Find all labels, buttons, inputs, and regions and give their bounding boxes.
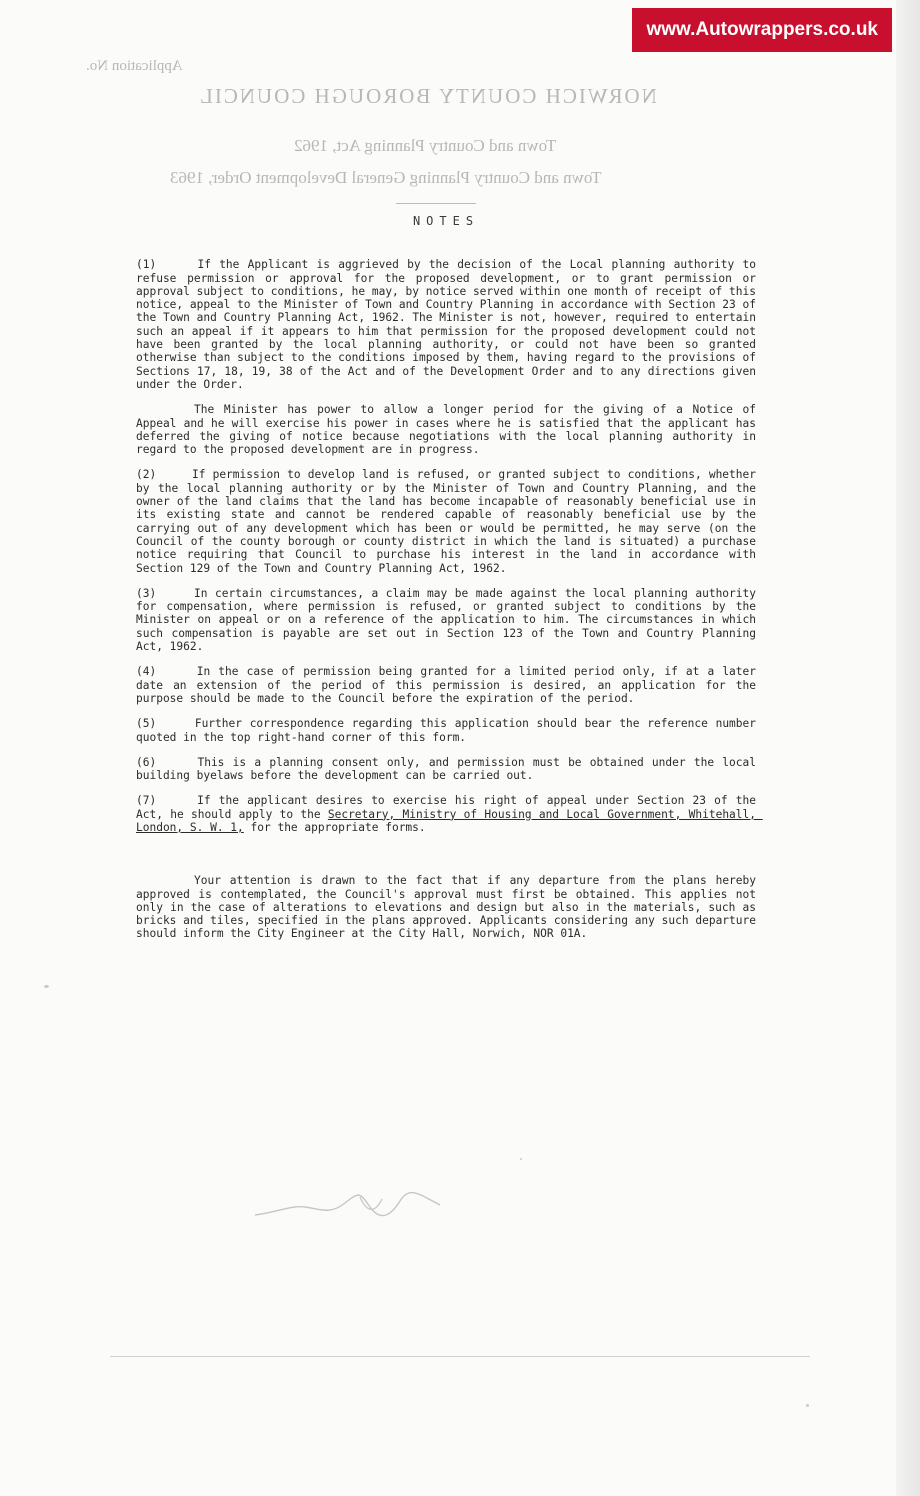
note-7-text-before: If the applicant desires to exercise his right of appeal under Section 23 of the Act, he should apply to the [136,794,763,821]
reverse-application-no: Application No. [86,58,183,74]
scan-speck [520,1158,522,1160]
note-7 [136,794,763,834]
note-7-ministry-address: Secretary, Ministry of Housing and Local Government, Whitehall, London, S. W. 1, [136,807,763,834]
sheet-edge-shadow [896,0,920,1496]
note-7-text-after: for the appropriate forms. [243,820,426,834]
note-1 [136,258,763,391]
note-2-text: If permission to develop land is refused, or granted subject to conditions, whether by the local planning authority or by the Minister of Town and Country Planning, and the owner of the land claims that the land has become incapable of reasonably beneficial use in its existing state and cannot be rendered capable of reasonably beneficial use by the carrying out of any development which has been or would be permitted, he may serve (on the Council of the county borough or county district in which the land is situated) a purchase notice requiring that Council to purchase his interest in the land in accordance with Section 129 of the Town and Country Planning Act, 1962. [136,468,763,575]
note-6 [136,755,763,783]
departure-notice: Your attention is drawn to the fact that if any departure from the plans hereby approved is contemplated, the Council's approval must first be obtained. This applies not only in the case of alterations to elevations and design but also in the materials, such as bricks and tiles, specified in the plans approved. Applicants considering any such departure should inform the City Engineer at the City Hall, Norwich, NOR 01A. [136,874,763,941]
note-2-number: (2) [136,468,157,482]
note-1-text: If the Applicant is aggrieved by the decision of the Local planning authority to refuse permission or approval for the proposed development, or to grant permission or approval subject to conditions, he may, by notice served within one month of receipt of this notice, appeal to the Minister of Town and Country Planning in accordance with Section 23 of the Town and Country Planning Act, 1962. The Minister is not, however, required to entertain such an appeal if it appears to him that permission for the proposed development could not have been granted by the local planning authority, or could not have been so granted otherwise than subject to the conditions imposed by them, having regard to the provisions of Sections 17, 18, 19, 38 of the Act and of the Development Order and to any directions given under the Order. [136,258,763,391]
note-3-number: (3) [136,586,157,600]
reverse-council-title: NORWICH COUNTY BOROUGH COUNCIL [198,84,657,108]
reverse-order-1963: Town and Country Planning General Development Order, 1963 [170,168,602,187]
note-4-text: In the case of permission being granted for a limited period only, if at a later date an extension of the period of this permission is desired, an application for the purpose should be made to the Council before the expiration of the period. [136,665,763,705]
note-7-number: (7) [136,794,157,808]
note-1-number: (1) [136,258,157,272]
site-banner[interactable]: www.Autowrappers.co.uk [632,8,892,52]
scan-speck [806,1404,809,1407]
note-5 [136,717,763,744]
note-3 [136,586,763,654]
scan-speck [44,985,49,988]
note-2 [136,468,763,575]
note-3-text: In certain circumstances, a claim may be made against the local planning authority for compensation, where permission is refused, or granted subject to conditions by the Minister on appeal or on a reference of the application to him. The circumstances in which such compensation is payable are set out in Section 123 of the Town and Country Planning Act, 1962. [136,586,763,654]
reverse-act-1962: Town and Country Planning Act, 1962 [294,136,557,155]
note-5-text: Further correspondence regarding this application should bear the reference number quoted in the top right-hand corner of this form. [136,717,763,744]
note-6-number: (6) [136,755,157,769]
signature-bleed-through [250,1185,450,1225]
notes-heading: NOTES [412,214,480,228]
footer-rule [110,1356,810,1357]
note-4-number: (4) [136,665,157,679]
note-5-number: (5) [136,717,157,731]
note-1-continuation: The Minister has power to allow a longer period for the giving of a Notice of Appeal and he will exercise his power in cases where he is satisfied that the applicant has deferred the giving of notice because negotiations with the local planning authority in regard to the proposed development are in progress. [136,403,763,457]
heading-rule [396,203,476,204]
notes-section [136,214,763,953]
note-6-text: This is a planning consent only, and permission must be obtained under the local building byelaws before the development can be carried out. [136,755,763,783]
note-4 [136,665,763,705]
